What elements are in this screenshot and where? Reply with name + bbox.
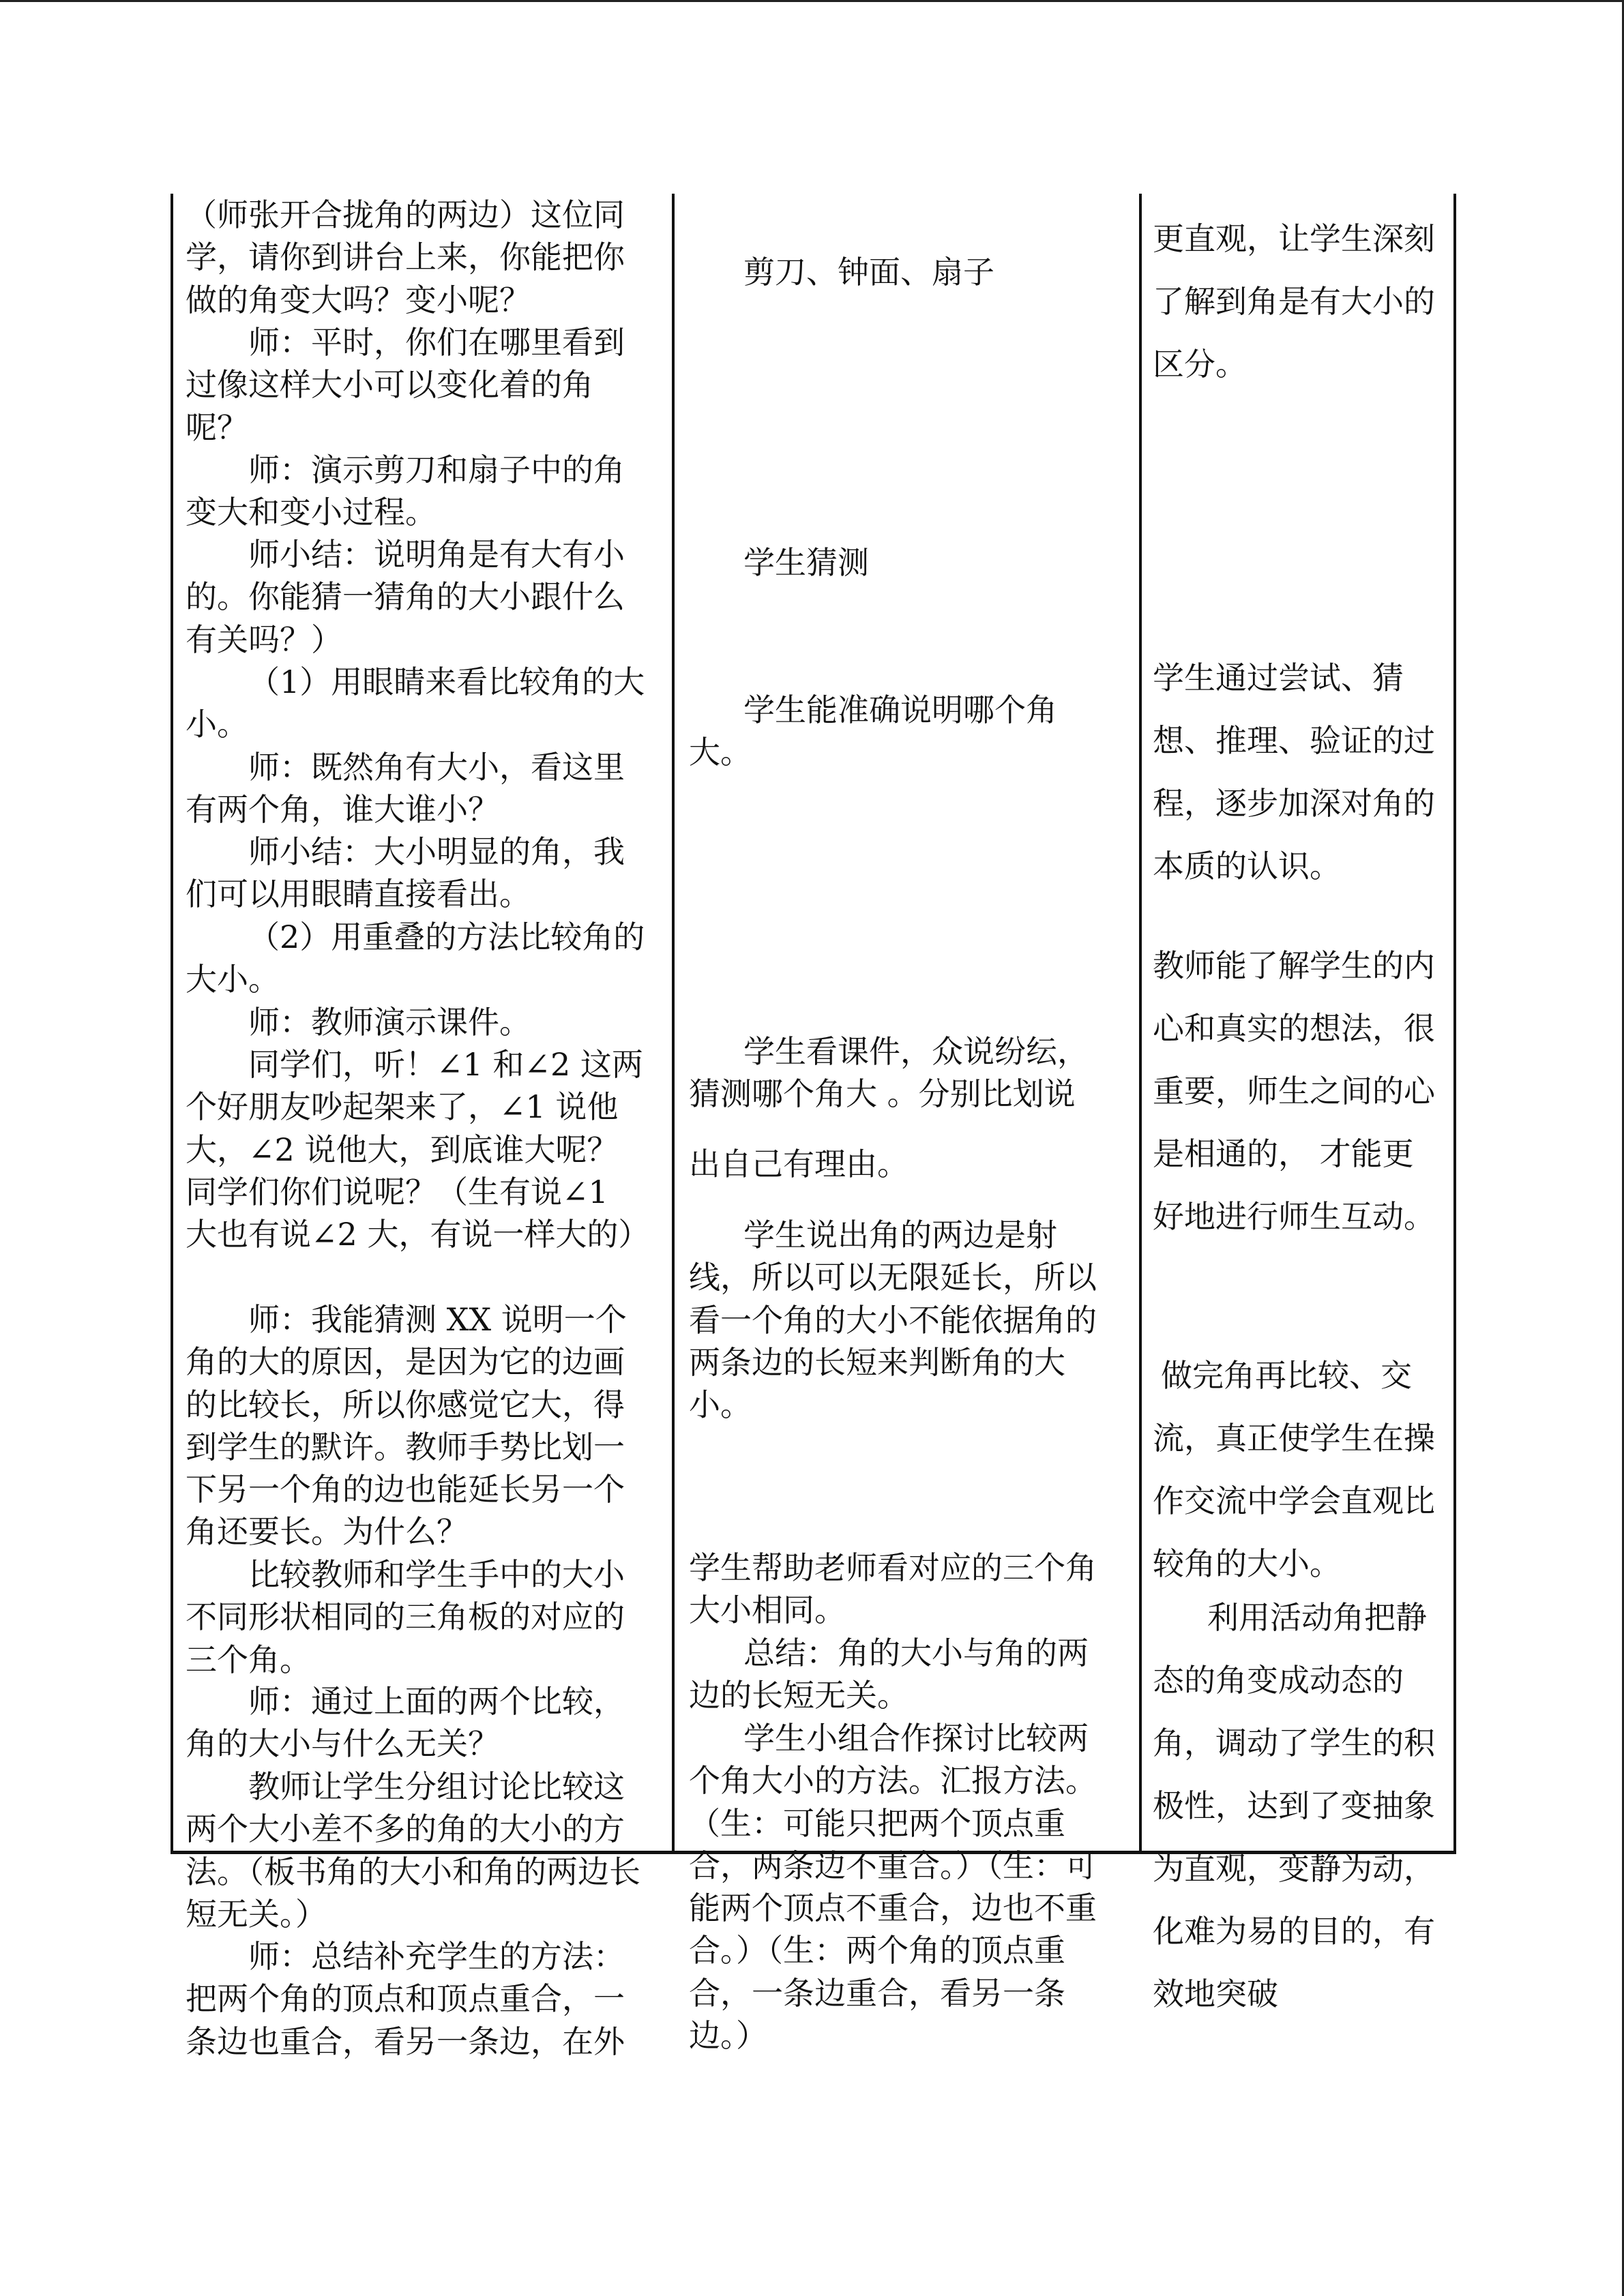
paragraph: 学生帮助老师看对应的三个角大小相同。 (689, 1549, 1097, 1629)
paragraph: 学生通过尝试、猜想、推理、验证的过程，逐步加深对角的本质的认识。 (1153, 659, 1435, 884)
paragraph: 师：通过上面的两个比较，角的大小与什么无关？ (186, 1683, 625, 1763)
paragraph: 教师让学生分组讨论比较这两个大小差不多的角的大小的方法。（板书角的大小和角的两边长短无关。） (186, 1768, 640, 1933)
paragraph: 出自己有理由。 (689, 1146, 909, 1182)
column-design-intent (1153, 194, 1453, 2012)
paragraph: 学生看课件，众说纷纭，猜测哪个角大 。分别比划说 (689, 1033, 1089, 1113)
paragraph: 师：总结补充学生的方法：把两个角的顶点和顶点重合，一条边也重合，看另一条边，在外 (186, 1938, 625, 2060)
paragraph: （2）用重叠的方法比较角的大小。 (186, 919, 645, 998)
paragraph: 更直观，让学生深刻了解到角是有大小的区分。 (1153, 220, 1435, 383)
table-border-left (171, 194, 173, 1853)
paragraph: 师：既然角有大小，看这里有两个角，谁大谁小？ (186, 749, 625, 829)
paragraph: 师：教师演示课件。 (248, 1004, 531, 1041)
column-divider-1 (672, 194, 675, 1853)
column-divider-2 (1139, 194, 1142, 1853)
paragraph: 比较教师和学生手中的大小不同形状相同的三角板的对应的三个角。 (186, 1556, 625, 1678)
paragraph: 利用活动角把静态的角变成动态的角，调动了学生的积极性，达到了变抽象为直观，变静为动，化难为易的目的，有效地突破 (1153, 1599, 1435, 2012)
paragraph: 学生小组合作探讨比较两个角大小的方法。汇报方法。（生：可能只把两个顶点重合，两条边不重合。）（生：可能两个顶点不重合，边也不重合。）（生：两个角的顶点重合，一条边重合，看另一条边。） (689, 1720, 1097, 2055)
paragraph: 做完角再比较、交流，真正使学生在操作交流中学会直观比较角的大小。 (1153, 1357, 1435, 1582)
paragraph: 学生能准确说明哪个角大。 (689, 691, 1057, 771)
paragraph: （1）用眼睛来看比较角的大小。 (186, 664, 645, 743)
paragraph: 总结：角的大小与角的两边的长短无关。 (689, 1635, 1089, 1714)
paragraph: 剪刀、钟面、扇子 (743, 254, 994, 290)
column-student-activity (689, 194, 1132, 2055)
paragraph: 师：我能猜测 XX 说明一个角的大的原因，是因为它的边画的比较长，所以你感觉它大，得到学生的默许。教师手势比划一下另一个角的边也能延长另一个角还要长。为什么？ (186, 1301, 627, 1551)
paragraph: 学生猜测 (743, 544, 869, 581)
paragraph: （师张开合拢角的两边）这位同学，请你到讲台上来，你能把你做的角变大吗？变小呢？ (186, 196, 625, 318)
paragraph: 师：演示剪刀和扇子中的角变大和变小过程。 (186, 451, 625, 531)
paragraph: 师小结：说明角是有大有小的。你能猜一猜角的大小跟什么有关吗？） (186, 536, 625, 658)
paragraph: 学生说出角的两边是射线，所以可以无限延长，所以看一个角的大小不能依据角的两条边的长短来判断角的大小。 (689, 1217, 1097, 1424)
paragraph: 同学们，听！∠1 和∠2 这两个好朋友吵起架来了，∠1 说他大，∠2 说他大，到底谁大呢？同学们你们说呢？（生有说∠1 大也有说∠2 大，有说一样大的） (186, 1046, 650, 1253)
paragraph: 教师能了解学生的内心和真实的想法，很重要，师生之间的心是相通的， 才能更好地进行师生互动。 (1153, 947, 1435, 1235)
column-teacher-activity (186, 194, 656, 2060)
paragraph: 师小结：大小明显的角，我们可以用眼睛直接看出。 (186, 833, 625, 913)
paragraph: 师：平时，你们在哪里看到过像这样大小可以变化着的角呢？ (186, 324, 625, 446)
table-border-right (1453, 194, 1456, 1853)
